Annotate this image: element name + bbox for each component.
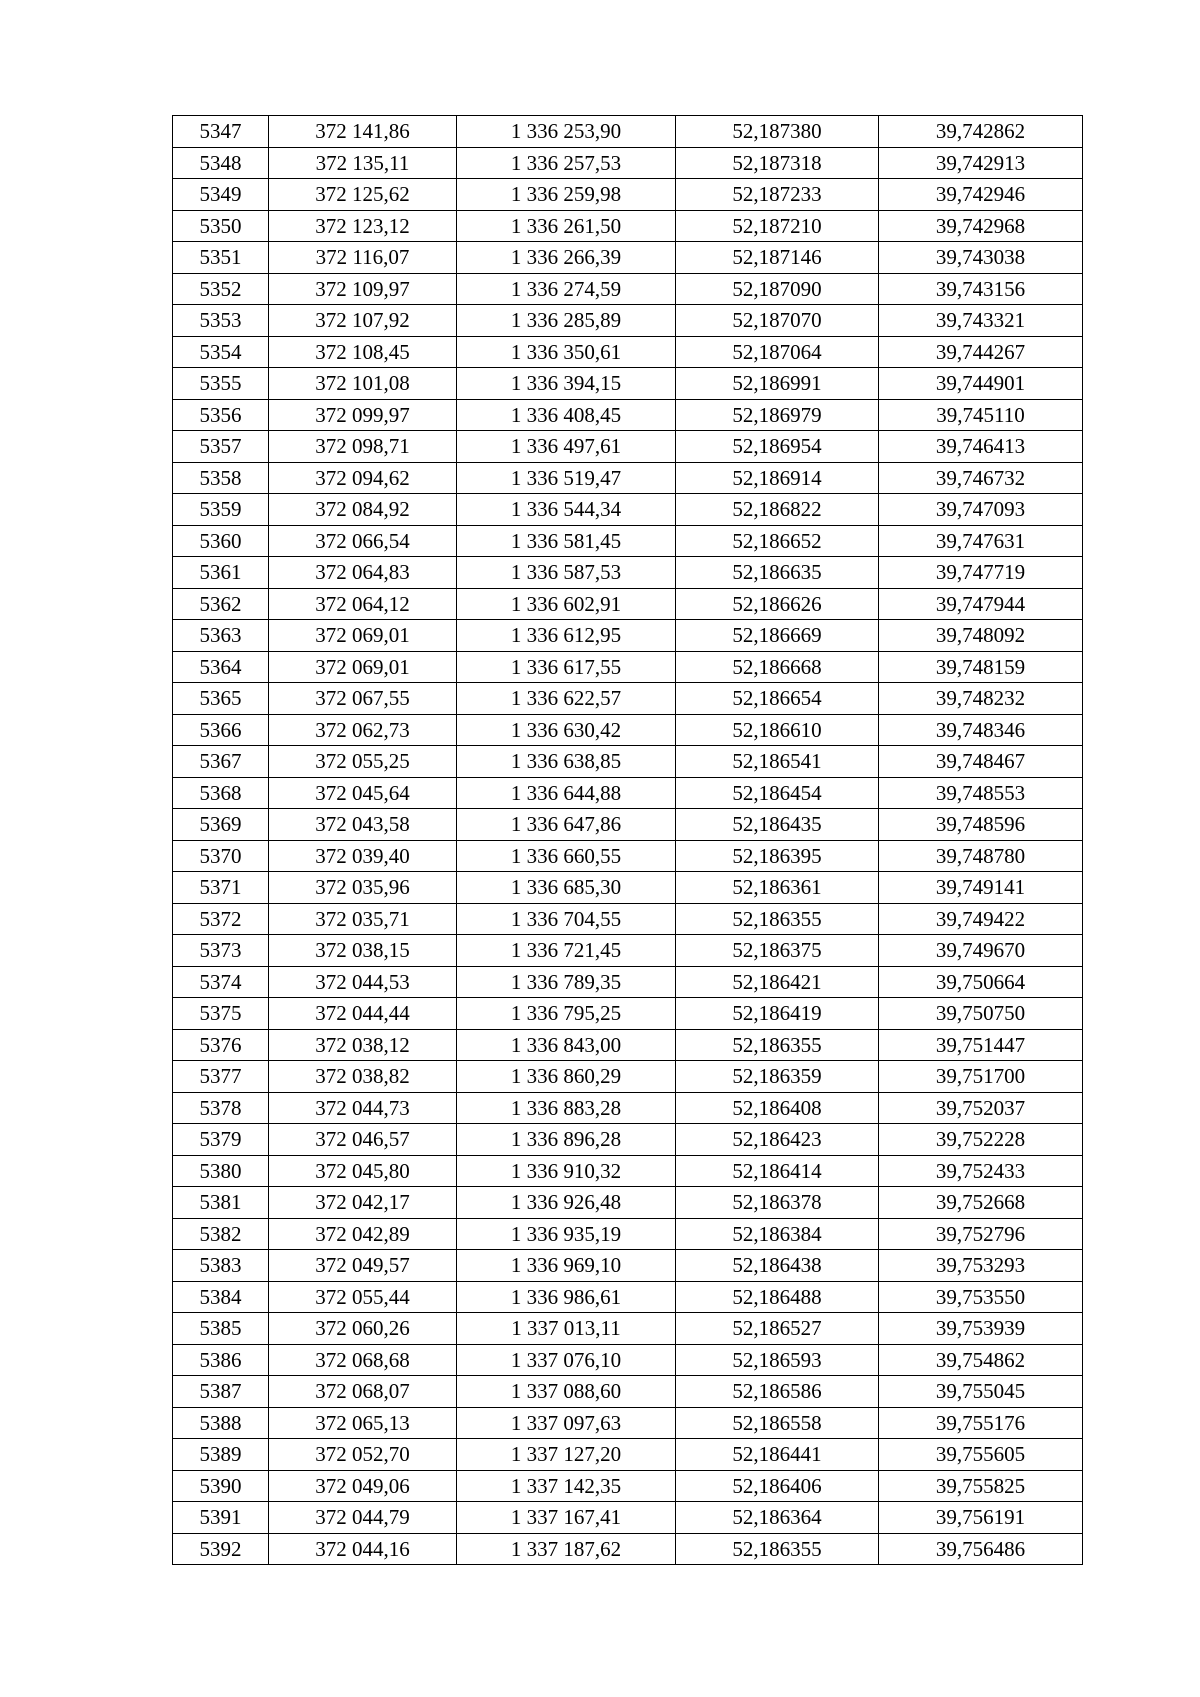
latitude-cell: 52,186527 — [676, 1313, 879, 1345]
coordinates-table-body — [173, 116, 1083, 1565]
longitude-cell: 39,748553 — [879, 777, 1083, 809]
y-coordinate-cell: 1 336 896,28 — [457, 1124, 676, 1156]
x-coordinate-cell: 372 101,08 — [269, 368, 457, 400]
x-coordinate-cell: 372 060,26 — [269, 1313, 457, 1345]
longitude-cell: 39,744267 — [879, 336, 1083, 368]
point-number-cell: 5356 — [173, 399, 269, 431]
point-number-cell: 5349 — [173, 179, 269, 211]
longitude-cell: 39,746413 — [879, 431, 1083, 463]
y-coordinate-cell: 1 336 617,55 — [457, 651, 676, 683]
latitude-cell: 52,186652 — [676, 525, 879, 557]
x-coordinate-cell: 372 084,92 — [269, 494, 457, 526]
table-row — [173, 210, 1083, 242]
longitude-cell: 39,745110 — [879, 399, 1083, 431]
point-number-cell: 5351 — [173, 242, 269, 274]
table-row — [173, 903, 1083, 935]
table-row — [173, 1281, 1083, 1313]
table-row — [173, 872, 1083, 904]
table-row — [173, 714, 1083, 746]
longitude-cell: 39,753939 — [879, 1313, 1083, 1345]
latitude-cell: 52,186359 — [676, 1061, 879, 1093]
y-coordinate-cell: 1 336 274,59 — [457, 273, 676, 305]
table-row — [173, 1439, 1083, 1471]
x-coordinate-cell: 372 044,53 — [269, 966, 457, 998]
point-number-cell: 5366 — [173, 714, 269, 746]
point-number-cell: 5370 — [173, 840, 269, 872]
latitude-cell: 52,186421 — [676, 966, 879, 998]
longitude-cell: 39,749422 — [879, 903, 1083, 935]
y-coordinate-cell: 1 336 581,45 — [457, 525, 676, 557]
table-row — [173, 557, 1083, 589]
table-row — [173, 1218, 1083, 1250]
latitude-cell: 52,186384 — [676, 1218, 879, 1250]
point-number-cell: 5374 — [173, 966, 269, 998]
longitude-cell: 39,755605 — [879, 1439, 1083, 1471]
longitude-cell: 39,743156 — [879, 273, 1083, 305]
longitude-cell: 39,748780 — [879, 840, 1083, 872]
y-coordinate-cell: 1 336 261,50 — [457, 210, 676, 242]
latitude-cell: 52,186954 — [676, 431, 879, 463]
table-row — [173, 1155, 1083, 1187]
point-number-cell: 5373 — [173, 935, 269, 967]
latitude-cell: 52,186558 — [676, 1407, 879, 1439]
x-coordinate-cell: 372 066,54 — [269, 525, 457, 557]
point-number-cell: 5375 — [173, 998, 269, 1030]
x-coordinate-cell: 372 055,25 — [269, 746, 457, 778]
table-row — [173, 1533, 1083, 1565]
longitude-cell: 39,742946 — [879, 179, 1083, 211]
table-row — [173, 494, 1083, 526]
y-coordinate-cell: 1 337 167,41 — [457, 1502, 676, 1534]
latitude-cell: 52,186355 — [676, 1533, 879, 1565]
point-number-cell: 5363 — [173, 620, 269, 652]
y-coordinate-cell: 1 336 630,42 — [457, 714, 676, 746]
longitude-cell: 39,756191 — [879, 1502, 1083, 1534]
x-coordinate-cell: 372 049,57 — [269, 1250, 457, 1282]
table-row — [173, 273, 1083, 305]
table-row — [173, 1502, 1083, 1534]
table-row — [173, 1029, 1083, 1061]
latitude-cell: 52,186364 — [676, 1502, 879, 1534]
y-coordinate-cell: 1 336 644,88 — [457, 777, 676, 809]
x-coordinate-cell: 372 038,82 — [269, 1061, 457, 1093]
point-number-cell: 5383 — [173, 1250, 269, 1282]
x-coordinate-cell: 372 068,68 — [269, 1344, 457, 1376]
longitude-cell: 39,751700 — [879, 1061, 1083, 1093]
point-number-cell: 5367 — [173, 746, 269, 778]
x-coordinate-cell: 372 035,71 — [269, 903, 457, 935]
point-number-cell: 5369 — [173, 809, 269, 841]
x-coordinate-cell: 372 035,96 — [269, 872, 457, 904]
x-coordinate-cell: 372 067,55 — [269, 683, 457, 715]
point-number-cell: 5368 — [173, 777, 269, 809]
latitude-cell: 52,186488 — [676, 1281, 879, 1313]
latitude-cell: 52,186419 — [676, 998, 879, 1030]
longitude-cell: 39,752228 — [879, 1124, 1083, 1156]
latitude-cell: 52,187146 — [676, 242, 879, 274]
x-coordinate-cell: 372 049,06 — [269, 1470, 457, 1502]
latitude-cell: 52,186593 — [676, 1344, 879, 1376]
table-row — [173, 935, 1083, 967]
y-coordinate-cell: 1 336 519,47 — [457, 462, 676, 494]
x-coordinate-cell: 372 135,11 — [269, 147, 457, 179]
point-number-cell: 5390 — [173, 1470, 269, 1502]
point-number-cell: 5354 — [173, 336, 269, 368]
longitude-cell: 39,748159 — [879, 651, 1083, 683]
point-number-cell: 5352 — [173, 273, 269, 305]
table-row — [173, 1313, 1083, 1345]
table-row — [173, 809, 1083, 841]
longitude-cell: 39,742968 — [879, 210, 1083, 242]
x-coordinate-cell: 372 044,73 — [269, 1092, 457, 1124]
longitude-cell: 39,755176 — [879, 1407, 1083, 1439]
x-coordinate-cell: 372 109,97 — [269, 273, 457, 305]
longitude-cell: 39,752796 — [879, 1218, 1083, 1250]
point-number-cell: 5377 — [173, 1061, 269, 1093]
point-number-cell: 5387 — [173, 1376, 269, 1408]
table-row — [173, 431, 1083, 463]
point-number-cell: 5362 — [173, 588, 269, 620]
longitude-cell: 39,753550 — [879, 1281, 1083, 1313]
table-row — [173, 179, 1083, 211]
point-number-cell: 5378 — [173, 1092, 269, 1124]
latitude-cell: 52,186626 — [676, 588, 879, 620]
y-coordinate-cell: 1 337 088,60 — [457, 1376, 676, 1408]
y-coordinate-cell: 1 336 843,00 — [457, 1029, 676, 1061]
x-coordinate-cell: 372 141,86 — [269, 116, 457, 148]
point-number-cell: 5347 — [173, 116, 269, 148]
table-row — [173, 462, 1083, 494]
latitude-cell: 52,186423 — [676, 1124, 879, 1156]
longitude-cell: 39,742913 — [879, 147, 1083, 179]
x-coordinate-cell: 372 044,79 — [269, 1502, 457, 1534]
y-coordinate-cell: 1 336 704,55 — [457, 903, 676, 935]
point-number-cell: 5353 — [173, 305, 269, 337]
table-row — [173, 1250, 1083, 1282]
x-coordinate-cell: 372 046,57 — [269, 1124, 457, 1156]
y-coordinate-cell: 1 337 187,62 — [457, 1533, 676, 1565]
table-row — [173, 1092, 1083, 1124]
point-number-cell: 5359 — [173, 494, 269, 526]
latitude-cell: 52,186355 — [676, 903, 879, 935]
table-row — [173, 525, 1083, 557]
longitude-cell: 39,752037 — [879, 1092, 1083, 1124]
longitude-cell: 39,752433 — [879, 1155, 1083, 1187]
table-row — [173, 1344, 1083, 1376]
latitude-cell: 52,186991 — [676, 368, 879, 400]
point-number-cell: 5358 — [173, 462, 269, 494]
x-coordinate-cell: 372 065,13 — [269, 1407, 457, 1439]
latitude-cell: 52,186635 — [676, 557, 879, 589]
point-number-cell: 5389 — [173, 1439, 269, 1471]
latitude-cell: 52,187233 — [676, 179, 879, 211]
latitude-cell: 52,186586 — [676, 1376, 879, 1408]
latitude-cell: 52,186438 — [676, 1250, 879, 1282]
longitude-cell: 39,746732 — [879, 462, 1083, 494]
longitude-cell: 39,742862 — [879, 116, 1083, 148]
table-row — [173, 336, 1083, 368]
y-coordinate-cell: 1 337 127,20 — [457, 1439, 676, 1471]
table-row — [173, 777, 1083, 809]
y-coordinate-cell: 1 336 622,57 — [457, 683, 676, 715]
longitude-cell: 39,749670 — [879, 935, 1083, 967]
table-row — [173, 116, 1083, 148]
latitude-cell: 52,186979 — [676, 399, 879, 431]
table-row — [173, 620, 1083, 652]
y-coordinate-cell: 1 336 926,48 — [457, 1187, 676, 1219]
y-coordinate-cell: 1 336 394,15 — [457, 368, 676, 400]
latitude-cell: 52,186669 — [676, 620, 879, 652]
latitude-cell: 52,186361 — [676, 872, 879, 904]
latitude-cell: 52,186355 — [676, 1029, 879, 1061]
longitude-cell: 39,755045 — [879, 1376, 1083, 1408]
point-number-cell: 5380 — [173, 1155, 269, 1187]
y-coordinate-cell: 1 336 587,53 — [457, 557, 676, 589]
y-coordinate-cell: 1 336 544,34 — [457, 494, 676, 526]
point-number-cell: 5365 — [173, 683, 269, 715]
table-row — [173, 588, 1083, 620]
x-coordinate-cell: 372 055,44 — [269, 1281, 457, 1313]
y-coordinate-cell: 1 336 259,98 — [457, 179, 676, 211]
latitude-cell: 52,186668 — [676, 651, 879, 683]
latitude-cell: 52,186406 — [676, 1470, 879, 1502]
table-row — [173, 1124, 1083, 1156]
point-number-cell: 5381 — [173, 1187, 269, 1219]
x-coordinate-cell: 372 069,01 — [269, 620, 457, 652]
table-row — [173, 368, 1083, 400]
table-row — [173, 399, 1083, 431]
y-coordinate-cell: 1 336 266,39 — [457, 242, 676, 274]
y-coordinate-cell: 1 336 935,19 — [457, 1218, 676, 1250]
longitude-cell: 39,747631 — [879, 525, 1083, 557]
longitude-cell: 39,751447 — [879, 1029, 1083, 1061]
point-number-cell: 5364 — [173, 651, 269, 683]
coordinates-table — [172, 115, 1083, 1565]
point-number-cell: 5350 — [173, 210, 269, 242]
point-number-cell: 5382 — [173, 1218, 269, 1250]
x-coordinate-cell: 372 044,16 — [269, 1533, 457, 1565]
x-coordinate-cell: 372 116,07 — [269, 242, 457, 274]
longitude-cell: 39,752668 — [879, 1187, 1083, 1219]
longitude-cell: 39,747719 — [879, 557, 1083, 589]
latitude-cell: 52,187210 — [676, 210, 879, 242]
point-number-cell: 5388 — [173, 1407, 269, 1439]
table-row — [173, 1061, 1083, 1093]
latitude-cell: 52,187318 — [676, 147, 879, 179]
table-row — [173, 305, 1083, 337]
y-coordinate-cell: 1 336 285,89 — [457, 305, 676, 337]
table-row — [173, 966, 1083, 998]
point-number-cell: 5376 — [173, 1029, 269, 1061]
point-number-cell: 5357 — [173, 431, 269, 463]
x-coordinate-cell: 372 042,89 — [269, 1218, 457, 1250]
latitude-cell: 52,186541 — [676, 746, 879, 778]
latitude-cell: 52,186822 — [676, 494, 879, 526]
latitude-cell: 52,186408 — [676, 1092, 879, 1124]
x-coordinate-cell: 372 108,45 — [269, 336, 457, 368]
y-coordinate-cell: 1 336 602,91 — [457, 588, 676, 620]
y-coordinate-cell: 1 336 860,29 — [457, 1061, 676, 1093]
longitude-cell: 39,754862 — [879, 1344, 1083, 1376]
latitude-cell: 52,186375 — [676, 935, 879, 967]
x-coordinate-cell: 372 038,12 — [269, 1029, 457, 1061]
y-coordinate-cell: 1 336 638,85 — [457, 746, 676, 778]
longitude-cell: 39,753293 — [879, 1250, 1083, 1282]
x-coordinate-cell: 372 123,12 — [269, 210, 457, 242]
x-coordinate-cell: 372 098,71 — [269, 431, 457, 463]
longitude-cell: 39,748346 — [879, 714, 1083, 746]
x-coordinate-cell: 372 068,07 — [269, 1376, 457, 1408]
y-coordinate-cell: 1 336 789,35 — [457, 966, 676, 998]
longitude-cell: 39,743321 — [879, 305, 1083, 337]
point-number-cell: 5348 — [173, 147, 269, 179]
longitude-cell: 39,748232 — [879, 683, 1083, 715]
point-number-cell: 5361 — [173, 557, 269, 589]
x-coordinate-cell: 372 064,12 — [269, 588, 457, 620]
latitude-cell: 52,186610 — [676, 714, 879, 746]
longitude-cell: 39,748467 — [879, 746, 1083, 778]
point-number-cell: 5384 — [173, 1281, 269, 1313]
table-row — [173, 651, 1083, 683]
x-coordinate-cell: 372 099,97 — [269, 399, 457, 431]
point-number-cell: 5371 — [173, 872, 269, 904]
latitude-cell: 52,186454 — [676, 777, 879, 809]
longitude-cell: 39,747944 — [879, 588, 1083, 620]
y-coordinate-cell: 1 336 408,45 — [457, 399, 676, 431]
x-coordinate-cell: 372 052,70 — [269, 1439, 457, 1471]
y-coordinate-cell: 1 336 685,30 — [457, 872, 676, 904]
y-coordinate-cell: 1 337 142,35 — [457, 1470, 676, 1502]
table-row — [173, 746, 1083, 778]
x-coordinate-cell: 372 043,58 — [269, 809, 457, 841]
x-coordinate-cell: 372 042,17 — [269, 1187, 457, 1219]
x-coordinate-cell: 372 069,01 — [269, 651, 457, 683]
y-coordinate-cell: 1 336 721,45 — [457, 935, 676, 967]
point-number-cell: 5392 — [173, 1533, 269, 1565]
table-row — [173, 998, 1083, 1030]
point-number-cell: 5372 — [173, 903, 269, 935]
point-number-cell: 5385 — [173, 1313, 269, 1345]
y-coordinate-cell: 1 337 013,11 — [457, 1313, 676, 1345]
longitude-cell: 39,755825 — [879, 1470, 1083, 1502]
latitude-cell: 52,187070 — [676, 305, 879, 337]
x-coordinate-cell: 372 064,83 — [269, 557, 457, 589]
y-coordinate-cell: 1 336 612,95 — [457, 620, 676, 652]
x-coordinate-cell: 372 094,62 — [269, 462, 457, 494]
y-coordinate-cell: 1 336 910,32 — [457, 1155, 676, 1187]
latitude-cell: 52,186414 — [676, 1155, 879, 1187]
y-coordinate-cell: 1 336 257,53 — [457, 147, 676, 179]
y-coordinate-cell: 1 336 497,61 — [457, 431, 676, 463]
table-row — [173, 242, 1083, 274]
y-coordinate-cell: 1 336 883,28 — [457, 1092, 676, 1124]
y-coordinate-cell: 1 337 097,63 — [457, 1407, 676, 1439]
x-coordinate-cell: 372 107,92 — [269, 305, 457, 337]
x-coordinate-cell: 372 039,40 — [269, 840, 457, 872]
x-coordinate-cell: 372 045,80 — [269, 1155, 457, 1187]
x-coordinate-cell: 372 125,62 — [269, 179, 457, 211]
point-number-cell: 5379 — [173, 1124, 269, 1156]
latitude-cell: 52,186395 — [676, 840, 879, 872]
latitude-cell: 52,186378 — [676, 1187, 879, 1219]
point-number-cell: 5355 — [173, 368, 269, 400]
table-row — [173, 683, 1083, 715]
latitude-cell: 52,187064 — [676, 336, 879, 368]
y-coordinate-cell: 1 336 795,25 — [457, 998, 676, 1030]
longitude-cell: 39,749141 — [879, 872, 1083, 904]
longitude-cell: 39,743038 — [879, 242, 1083, 274]
longitude-cell: 39,750750 — [879, 998, 1083, 1030]
longitude-cell: 39,747093 — [879, 494, 1083, 526]
longitude-cell: 39,756486 — [879, 1533, 1083, 1565]
longitude-cell: 39,748092 — [879, 620, 1083, 652]
x-coordinate-cell: 372 038,15 — [269, 935, 457, 967]
latitude-cell: 52,186435 — [676, 809, 879, 841]
point-number-cell: 5386 — [173, 1344, 269, 1376]
x-coordinate-cell: 372 062,73 — [269, 714, 457, 746]
y-coordinate-cell: 1 336 969,10 — [457, 1250, 676, 1282]
point-number-cell: 5360 — [173, 525, 269, 557]
longitude-cell: 39,750664 — [879, 966, 1083, 998]
table-row — [173, 840, 1083, 872]
table-row — [173, 1407, 1083, 1439]
table-row — [173, 147, 1083, 179]
y-coordinate-cell: 1 336 660,55 — [457, 840, 676, 872]
table-row — [173, 1376, 1083, 1408]
longitude-cell: 39,744901 — [879, 368, 1083, 400]
y-coordinate-cell: 1 336 253,90 — [457, 116, 676, 148]
point-number-cell: 5391 — [173, 1502, 269, 1534]
y-coordinate-cell: 1 336 350,61 — [457, 336, 676, 368]
latitude-cell: 52,186654 — [676, 683, 879, 715]
table-row — [173, 1187, 1083, 1219]
latitude-cell: 52,187380 — [676, 116, 879, 148]
table-row — [173, 1470, 1083, 1502]
y-coordinate-cell: 1 336 986,61 — [457, 1281, 676, 1313]
y-coordinate-cell: 1 337 076,10 — [457, 1344, 676, 1376]
y-coordinate-cell: 1 336 647,86 — [457, 809, 676, 841]
latitude-cell: 52,186441 — [676, 1439, 879, 1471]
x-coordinate-cell: 372 044,44 — [269, 998, 457, 1030]
latitude-cell: 52,186914 — [676, 462, 879, 494]
x-coordinate-cell: 372 045,64 — [269, 777, 457, 809]
latitude-cell: 52,187090 — [676, 273, 879, 305]
longitude-cell: 39,748596 — [879, 809, 1083, 841]
